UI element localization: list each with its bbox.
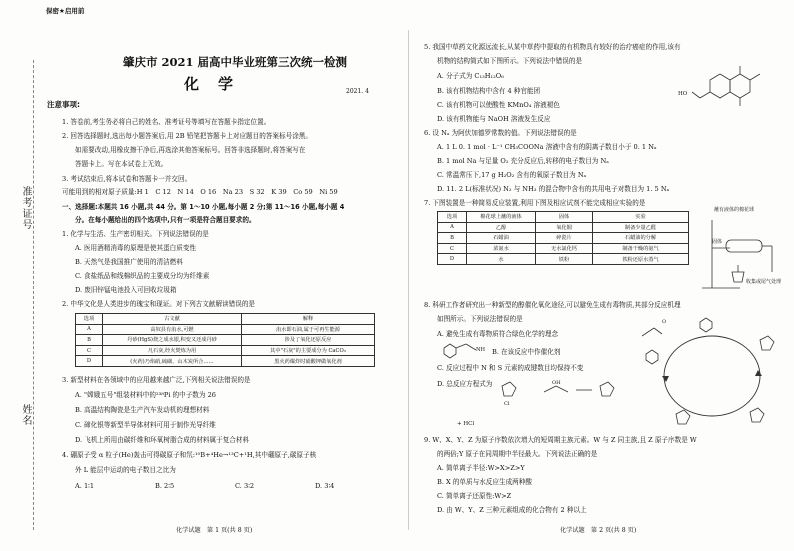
q8-option: D. 总反应方程式为 xyxy=(437,380,493,388)
table-cell: 浓氨水 xyxy=(467,243,536,254)
q3-stem: 3. 新型材料在各领域中的应用越来越广泛,下列相关说法错误的是 xyxy=(62,376,251,384)
q1-stem: 1. 化学与生活、生产密切相关。下列说法错误的是 xyxy=(62,230,209,238)
q7-diagram-label: 固体 xyxy=(712,239,723,245)
q8-stem: 如图所示。下列说法错误的是 xyxy=(437,315,523,323)
subject-title: 化 学 xyxy=(184,75,236,93)
notice-line: 2. 回答选择题时,选出每小题答案后,用 2B 铅笔把答题卡上对应题目的答案标号涂黑。 xyxy=(62,132,312,140)
name-label: 姓名 xyxy=(20,404,31,426)
q6-stem: 6. 设 Nₐ 为阿伏加德罗常数的值。下列说法错误的是 xyxy=(424,129,577,137)
table-cell: 丹砂(HgS)烧之成水银,积变又还成丹砂 xyxy=(103,335,242,346)
q5-option: C. 该有机物可以使酸性 KMnO₄ 溶液褪色 xyxy=(437,101,560,109)
page-footer-right: 化学试题 第 2 页(共 8 页) xyxy=(560,527,637,534)
q8-label: + HCl xyxy=(457,421,475,427)
table-header-cell: 棉花球上蘸的液体 xyxy=(467,212,536,223)
atomic-masses: 可能用到的相对原子质量:H 1 C 12 N 14 O 16 Na 23 S 32 K 39 Co 59 Ni 59 xyxy=(62,188,338,196)
q5-option: D. 该有机物能与 NaOH 溶液发生反应 xyxy=(437,115,551,123)
q8-label: O xyxy=(662,319,667,325)
page-footer-left: 化学试题 第 1 页(共 8 页) xyxy=(176,527,253,534)
table-row xyxy=(76,356,375,367)
table-cell: 铁粉 xyxy=(536,254,593,265)
table-header-cell: 解释 xyxy=(242,314,375,325)
table-cell: 制备少量乙醛 xyxy=(593,222,689,233)
table-cell: 碎瓷片 xyxy=(536,233,593,244)
q3-option: C. 碲化银等新型半导体材料可用于制作光导纤维 xyxy=(75,421,216,429)
q5-molecule xyxy=(680,70,770,115)
table-cell: 制备干燥的氨气 xyxy=(593,243,689,254)
table-cell: 黑火药爆炸时硝酸钾做氧化剂 xyxy=(242,356,375,367)
q7-diagram-label: 收集或尾气处理 xyxy=(746,279,782,285)
table-cell: D xyxy=(76,356,103,367)
q8-label: Cl xyxy=(504,401,510,407)
table-header-cell: 实验 xyxy=(593,212,689,223)
q4-option: D. 3∶4 xyxy=(315,482,335,490)
notice-heading: 注意事项: xyxy=(47,100,80,109)
q8-stem: 8. 科研工作者研究出一种新型的醇催化氧化途径,可以避免生成有毒物质,其部分反应机理 xyxy=(424,301,681,309)
q4-stem: 外 L 能层中运动的电子数目之比为 xyxy=(75,466,176,474)
section-heading: 分。在每小题给出的四个选项中,只有一项是符合题目要求的。 xyxy=(75,216,256,224)
q9-option: D. 由 W、Y、Z 三种元素组成的化合物有 2 种以上 xyxy=(437,506,587,514)
table-header-cell: 选项 xyxy=(438,212,467,223)
q8-option: A. 避免生成有毒物质符合绿色化学的理念 xyxy=(437,330,559,338)
table-header-cell: 选项 xyxy=(76,314,103,325)
q5-stem: 5. 我国中草药文化源远流长,从某中草药中提取的有机物具有较好的治疗癌症的作用,该有 xyxy=(424,43,681,51)
q6-option: B. 1 mol Na 与足量 O₂ 充分反应后,转移的电子数目为 Nₐ xyxy=(437,157,609,165)
q3-option: D. 飞机上所用由碳纤维和环氧树脂合成的材料属于复合材料 xyxy=(75,436,250,444)
table-cell: 氧化铜 xyxy=(536,222,593,233)
q8-label: NH xyxy=(476,347,486,353)
table-cell: 石蜡油的分解 xyxy=(593,233,689,244)
table-row xyxy=(438,233,689,244)
table-row xyxy=(76,335,375,346)
q1-option: A. 医用酒精消毒的原理是使其蛋白质变性 xyxy=(75,244,197,252)
section-heading: 一、选择题:本题共 16 小题,共 44 分。第 1～10 小题,每小题 2 分;第 11～16 小题,每小题 4 xyxy=(62,203,345,211)
table-row xyxy=(76,324,375,335)
table-cell: 石蜡油 xyxy=(467,233,536,244)
table-cell: D xyxy=(438,254,467,265)
table-header-cell: 固体 xyxy=(536,212,593,223)
table-cell: B xyxy=(76,335,103,346)
q5-stem: 机物的结构简式如下图所示。下列说法中错误的是 xyxy=(437,57,583,65)
q9-stem: 的两倍;Y 原子在同周期中半径最大。下列说法正确的是 xyxy=(437,450,598,458)
q6-option: A. 1 L 0. 1 mol · L⁻¹ CH₃COONa 溶液中含有的阴离子数目小于 0. 1 Nₐ xyxy=(437,143,657,151)
table-cell: A xyxy=(76,324,103,335)
q7-table xyxy=(437,211,689,265)
q4-stem: 4. 硼原子受 α 粒子(He)轰击可得碳原子和氘:¹⁰B+⁴He→¹³C+¹H,其中硼原子,碳原子核 xyxy=(62,451,317,459)
q9-stem: 9. W、X、Y、Z 为原子序数依次增大的短周期主族元素。W 与 Z 同主族,且 Z 原子序数是 W xyxy=(424,436,697,444)
q5-option: B. 该有机物结构中含有 4 种官能团 xyxy=(437,87,541,95)
q8-option: B. 在该反应中作催化剂 xyxy=(492,348,561,356)
q7-diagram-label: 蘸有液体的棉花球 xyxy=(714,207,755,213)
exam-number-label: 准考证号 xyxy=(20,186,31,230)
table-header-cell: 古文献 xyxy=(103,314,242,325)
q5-molecule-label: HO xyxy=(678,91,688,97)
q6-option: C. 常温常压下,17 g H₂O₂ 含有的氧原子数目为 Nₐ xyxy=(437,171,587,179)
q4-option: A. 1∶1 xyxy=(75,482,95,490)
table-header-row xyxy=(438,212,689,223)
q3-option: B. 高温结构陶瓷是生产汽车发动机的理想材料 xyxy=(75,406,210,414)
secret-label: 保密★启用前 xyxy=(46,7,85,15)
q1-option: D. 废旧锌锰电池投入可回收垃圾箱 xyxy=(75,286,177,294)
exam-date: 2021. 4 xyxy=(346,88,369,95)
table-cell: B xyxy=(438,233,467,244)
table-cell: 涉及了氧化还原反应 xyxy=(242,335,375,346)
q4-option: C. 3∶2 xyxy=(235,482,255,490)
q6-option: D. 11. 2 L(标准状况) N₂ 与 NH₃ 的混合物中含有的共用电子对数目为 1. 5 Nₐ xyxy=(437,185,670,193)
table-row xyxy=(438,222,689,233)
q2-table xyxy=(75,313,375,367)
table-cell: 其中"石灰"的主要成分为 CaCO₃ xyxy=(242,345,375,356)
table-cell: 铁粉还原水蒸气 xyxy=(593,254,689,265)
table-row xyxy=(76,345,375,356)
q5-option: A. 分子式为 C₁₃H₁₂O₆ xyxy=(437,72,504,80)
page-divider xyxy=(408,30,409,530)
q4-option: B. 2∶5 xyxy=(155,482,175,490)
table-row xyxy=(438,254,689,265)
notice-line: 3. 考试结束后,将本试卷和答题卡一并交回。 xyxy=(62,175,192,183)
table-cell: (火药)乃焰硝,硫磺、山木炭所合…… xyxy=(103,356,242,367)
table-cell: 乙醇 xyxy=(467,222,536,233)
q1-option: C. 食盐纸品和线棉织品的主要成分均为纤维素 xyxy=(75,272,210,280)
table-header-row xyxy=(76,314,375,325)
q2-stem: 2. 中华文化是人类进步的瑰宝和现证。对下列古文献解读错误的是 xyxy=(62,300,256,308)
notice-line: 1. 答卷前,考生务必将自己的姓名、准考证号等填写在答题卡指定位置。 xyxy=(62,118,271,126)
binding-line xyxy=(33,60,34,530)
table-row xyxy=(438,243,689,254)
exam-title: 肇庆市 2021 届高中毕业班第三次统一检测 xyxy=(123,55,348,69)
table-cell: C xyxy=(76,345,103,356)
table-cell: C xyxy=(438,243,467,254)
q8-mechanism-cycle xyxy=(640,318,790,433)
table-cell: 水 xyxy=(467,254,536,265)
table-cell: 高奴县有洧水,可燃 xyxy=(103,324,242,335)
q9-option: A. 简单离子半径:W>X>Z>Y xyxy=(437,464,525,472)
q9-option: C. 简单离子还原性:W>Z xyxy=(437,492,512,500)
q1-option: B. 天然气是我国推广使用的清洁燃料 xyxy=(75,258,183,266)
q8-equation-structures xyxy=(496,378,626,408)
q3-option: A. "嫦娥五号"组装材料中的²³⁸Pi 的中子数为 26 xyxy=(75,391,216,399)
table-cell: 洧水即石油,属于可再生能源 xyxy=(242,324,375,335)
q9-option: B. X 的单质与水反应生成两种酸 xyxy=(437,478,532,486)
q7-stem: 7. 下图装置是一种简易反应装置,利用下图及相应试剂不能完成相应实验的是 xyxy=(424,199,646,207)
table-cell: 无水氯化钙 xyxy=(536,243,593,254)
notice-line: 如需要改动,用橡皮擦干净后,再选涂其他答案标号。回答非选择题时,将答案写在 xyxy=(75,146,306,154)
q8-option: C. 反应过程中 N 和 S 元素的成键数目均保持不变 xyxy=(437,364,584,372)
table-cell: 凡石灰,经火焚炼为用 xyxy=(103,345,242,356)
table-cell: A xyxy=(438,222,467,233)
notice-line: 答题卡上。写在本试卷上无效。 xyxy=(75,160,168,168)
q8-label: OH xyxy=(552,380,561,386)
